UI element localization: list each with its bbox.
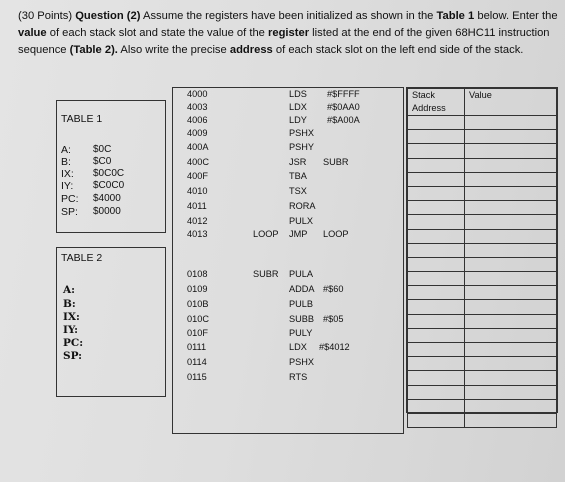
stack-slot-row bbox=[408, 229, 557, 243]
table2-reg-label: B: bbox=[63, 298, 76, 310]
table2-title: TABLE 2 bbox=[61, 252, 103, 264]
stack-slot-row bbox=[408, 201, 557, 215]
stack-slot-row bbox=[408, 116, 557, 130]
table2-reg-label: SP: bbox=[63, 350, 82, 362]
stack-slot-row bbox=[408, 144, 557, 158]
table1-reg-label: IY: bbox=[61, 180, 74, 192]
table2-reference: (Table 2). bbox=[69, 44, 118, 56]
stack-slot-row bbox=[408, 243, 557, 257]
stack-address-header-line1: Stack bbox=[412, 90, 435, 100]
code-listing bbox=[172, 87, 404, 434]
stack-address-cell[interactable] bbox=[408, 201, 465, 215]
code-address: 0111 bbox=[187, 342, 207, 352]
stack-slot-row bbox=[408, 399, 557, 413]
question-text bbox=[18, 8, 558, 59]
stack-value-cell[interactable] bbox=[465, 343, 557, 357]
question-sentence-2: below. Enter the bbox=[477, 10, 558, 22]
stack-address-cell[interactable] bbox=[408, 371, 465, 385]
stack-value-cell[interactable] bbox=[465, 243, 557, 257]
code-address: 4000 bbox=[187, 89, 208, 99]
stack-slot-row bbox=[408, 413, 557, 427]
stack-grid bbox=[407, 88, 557, 428]
table1-reg-value: $4000 bbox=[93, 193, 121, 204]
stack-address-cell[interactable] bbox=[408, 413, 465, 427]
stack-address-cell[interactable] bbox=[408, 130, 465, 144]
table1-reg-value: $C0C0 bbox=[93, 180, 125, 191]
code-label: SUBR bbox=[253, 269, 279, 279]
stack-value-header: Value bbox=[465, 89, 557, 116]
code-address: 4013 bbox=[187, 229, 208, 239]
table1-reg-label: PC: bbox=[61, 193, 79, 205]
code-opcode: TSX bbox=[289, 186, 307, 196]
stack-address-cell[interactable] bbox=[408, 357, 465, 371]
stack-address-cell[interactable] bbox=[408, 328, 465, 342]
register-keyword: register bbox=[268, 27, 310, 39]
code-opcode: PSHY bbox=[289, 142, 315, 152]
stack-address-cell[interactable] bbox=[408, 399, 465, 413]
stack-address-cell[interactable] bbox=[408, 215, 465, 229]
code-operand: #$05 bbox=[323, 314, 344, 324]
code-opcode: PULB bbox=[289, 299, 314, 309]
code-address: 4012 bbox=[187, 216, 208, 226]
table1-title: TABLE 1 bbox=[61, 113, 103, 125]
code-opcode: SUBB bbox=[289, 314, 315, 324]
question-sentence-3: of each stack slot and state the value of the bbox=[49, 27, 265, 39]
code-address: 010C bbox=[187, 314, 209, 324]
code-operand: #$4012 bbox=[319, 342, 350, 352]
code-opcode: JSR bbox=[289, 157, 307, 167]
stack-address-cell[interactable] bbox=[408, 186, 465, 200]
code-operand: LOOP bbox=[323, 229, 349, 239]
code-opcode: PULX bbox=[289, 216, 314, 226]
stack-slot-row bbox=[408, 300, 557, 314]
stack-value-cell[interactable] bbox=[465, 385, 557, 399]
code-operand: #$60 bbox=[323, 284, 344, 294]
question-title: Question (2) bbox=[75, 10, 141, 22]
question-sentence-6: of each stack slot on the left end side of the stack. bbox=[275, 44, 524, 56]
code-operand: #$0AA0 bbox=[327, 102, 360, 112]
stack-value-cell[interactable] bbox=[465, 286, 557, 300]
code-address: 0109 bbox=[187, 284, 208, 294]
stack-address-cell[interactable] bbox=[408, 286, 465, 300]
table2-reg-label: A: bbox=[63, 284, 76, 296]
stack-slot-row bbox=[408, 257, 557, 271]
stack-address-cell[interactable] bbox=[408, 158, 465, 172]
question-sentence-5: Also write the precise bbox=[120, 44, 227, 56]
code-address: 4003 bbox=[187, 102, 208, 112]
code-opcode: PULY bbox=[289, 328, 313, 338]
code-address: 400A bbox=[187, 142, 209, 152]
code-opcode: JMP bbox=[289, 229, 308, 239]
stack-table bbox=[406, 87, 558, 413]
value-keyword: value bbox=[18, 27, 47, 39]
code-opcode: PULA bbox=[289, 269, 314, 279]
table1-reg-value: $0C bbox=[93, 144, 112, 155]
code-address: 0108 bbox=[187, 269, 208, 279]
code-opcode: LDX bbox=[289, 342, 307, 352]
stack-address-cell[interactable] bbox=[408, 385, 465, 399]
stack-value-cell[interactable] bbox=[465, 201, 557, 215]
stack-value-cell[interactable] bbox=[465, 172, 557, 186]
stack-value-cell[interactable] bbox=[465, 257, 557, 271]
code-operand: #$A00A bbox=[327, 115, 360, 125]
table1-initial-registers bbox=[56, 100, 166, 233]
stack-slot-row bbox=[408, 186, 557, 200]
stack-value-cell[interactable] bbox=[465, 215, 557, 229]
code-opcode: LDS bbox=[289, 89, 307, 99]
code-address: 4006 bbox=[187, 115, 208, 125]
stack-value-cell[interactable] bbox=[465, 186, 557, 200]
code-operand: SUBR bbox=[323, 157, 349, 167]
stack-slot-row bbox=[408, 371, 557, 385]
table1-reference: Table 1 bbox=[436, 10, 475, 22]
stack-address-cell[interactable] bbox=[408, 300, 465, 314]
stack-slot-row bbox=[408, 172, 557, 186]
stack-address-cell[interactable] bbox=[408, 243, 465, 257]
stack-address-cell[interactable] bbox=[408, 229, 465, 243]
stack-slot-row bbox=[408, 158, 557, 172]
stack-address-cell[interactable] bbox=[408, 144, 465, 158]
code-opcode: LDX bbox=[289, 102, 307, 112]
stack-value-cell[interactable] bbox=[465, 116, 557, 130]
stack-slot-row bbox=[408, 343, 557, 357]
stack-address-header bbox=[408, 89, 465, 116]
code-address: 400C bbox=[187, 157, 209, 167]
code-address: 4009 bbox=[187, 128, 208, 138]
code-opcode: LDY bbox=[289, 115, 307, 125]
code-address: 0114 bbox=[187, 357, 207, 367]
stack-slot-row bbox=[408, 385, 557, 399]
stack-address-cell[interactable] bbox=[408, 172, 465, 186]
stack-slot-row bbox=[408, 272, 557, 286]
table1-reg-value: $0000 bbox=[93, 206, 121, 217]
stack-address-cell[interactable] bbox=[408, 343, 465, 357]
code-address: 400F bbox=[187, 171, 208, 181]
question-sentence-4: listed at the end of the given 68HC11 instruction sequence bbox=[18, 27, 550, 56]
code-opcode: PSHX bbox=[289, 357, 315, 367]
stack-slot-row bbox=[408, 286, 557, 300]
table2-final-registers bbox=[56, 247, 166, 397]
code-opcode: PSHX bbox=[289, 128, 315, 138]
code-address: 0115 bbox=[187, 372, 207, 382]
code-operand: #$FFFF bbox=[327, 89, 360, 99]
question-sentence-1: Assume the registers have been initialized as shown in the bbox=[142, 10, 434, 22]
points-label: (30 Points) bbox=[18, 10, 73, 22]
stack-slot-row bbox=[408, 328, 557, 342]
stack-address-cell[interactable] bbox=[408, 257, 465, 271]
code-address: 010F bbox=[187, 328, 208, 338]
code-opcode: RORA bbox=[289, 201, 316, 211]
stack-value-cell[interactable] bbox=[465, 130, 557, 144]
stack-slot-row bbox=[408, 357, 557, 371]
table1-reg-value: $C0 bbox=[93, 156, 112, 167]
stack-slot-row bbox=[408, 130, 557, 144]
stack-address-cell[interactable] bbox=[408, 314, 465, 328]
stack-value-cell[interactable] bbox=[465, 144, 557, 158]
code-address: 4011 bbox=[187, 201, 207, 211]
stack-value-cell[interactable] bbox=[465, 314, 557, 328]
stack-slot-row bbox=[408, 215, 557, 229]
stack-value-cell[interactable] bbox=[465, 399, 557, 413]
table2-reg-label: IY: bbox=[63, 324, 78, 336]
stack-address-cell[interactable] bbox=[408, 272, 465, 286]
code-address: 4010 bbox=[187, 186, 208, 196]
stack-value-cell[interactable] bbox=[465, 229, 557, 243]
stack-value-cell[interactable] bbox=[465, 371, 557, 385]
table1-reg-label: SP: bbox=[61, 206, 78, 218]
code-label: LOOP bbox=[253, 229, 279, 239]
stack-address-header-line2: Address bbox=[412, 103, 446, 113]
stack-value-cell[interactable] bbox=[465, 328, 557, 342]
stack-value-cell[interactable] bbox=[465, 158, 557, 172]
code-opcode: ADDA bbox=[289, 284, 315, 294]
stack-value-cell[interactable] bbox=[465, 300, 557, 314]
stack-value-cell[interactable] bbox=[465, 272, 557, 286]
stack-slot-row bbox=[408, 314, 557, 328]
code-opcode: RTS bbox=[289, 372, 308, 382]
table1-reg-label: IX: bbox=[61, 168, 74, 180]
table1-reg-label: A: bbox=[61, 144, 71, 156]
table2-reg-label: PC: bbox=[63, 337, 84, 349]
table1-reg-value: $0C0C bbox=[93, 168, 125, 179]
code-opcode: TBA bbox=[289, 171, 307, 181]
table1-reg-label: B: bbox=[61, 156, 71, 168]
address-keyword: address bbox=[229, 44, 273, 56]
stack-address-cell[interactable] bbox=[408, 116, 465, 130]
stack-value-cell[interactable] bbox=[465, 357, 557, 371]
stack-value-cell[interactable] bbox=[465, 413, 557, 427]
table2-reg-label: IX: bbox=[63, 311, 80, 323]
code-address: 010B bbox=[187, 299, 209, 309]
